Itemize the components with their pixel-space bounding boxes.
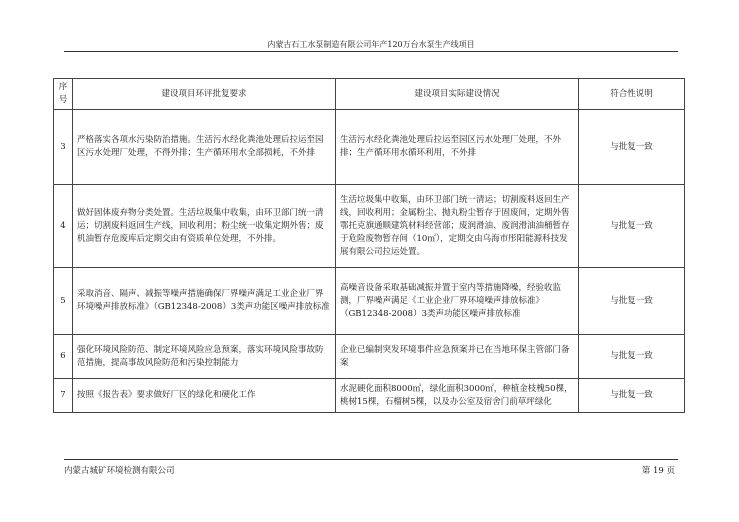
row-actual: 企业已编制突发环境事件应急预案并已在当地环保主管部门备案 [336, 335, 579, 379]
row-actual: 生活污水经化粪池处理后拉运至园区污水处理厂处理，不外排；生产循环用水循环利用，不外排 [336, 110, 579, 185]
row-requirement: 采取消音、隔声、减振等噪声措施确保厂界噪声满足工业企业厂界环境噪声排放标准》（GB12348-2008）3类声功能区噪声排放标准 [73, 268, 336, 335]
row-requirement: 做好固体废弃物分类处置。生活垃圾集中收集，由环卫部门统一清运；切割废料返回生产线，回收利用；粉尘统一收集定期外售；废机油暂存危废库后定期交由有资质单位处理，不外排。 [73, 185, 336, 268]
header-divider [64, 51, 678, 52]
table-row [54, 185, 685, 268]
row-compliance: 与批复一致 [579, 268, 685, 335]
header-title: 内蒙古石工水泵制造有限公司年产120万台水泵生产线项目 [267, 40, 475, 49]
table-row [54, 110, 685, 185]
table-row [54, 335, 685, 379]
row-compliance: 与批复一致 [579, 379, 685, 413]
row-compliance: 与批复一致 [579, 185, 685, 268]
row-actual: 水泥硬化面积8000㎡，绿化面积3000㎡，种植金枝槐50棵，桃树15棵，石榴树5棵，以及办公室及宿舍门前草坪绿化 [336, 379, 579, 413]
row-seq: 4 [54, 185, 73, 268]
header-requirement: 建设项目环评批复要求 [73, 79, 336, 110]
row-requirement: 按照《报告表》要求做好厂区的绿化和硬化工作 [73, 379, 336, 413]
row-compliance: 与批复一致 [579, 335, 685, 379]
header-seq: 序号 [54, 79, 73, 110]
row-requirement: 强化环境风险防范、制定环境风险应急预案，落实环境风险事故防范措施，提高事故风险防范和污染控制能力 [73, 335, 336, 379]
row-actual: 生活垃圾集中收集，由环卫部门统一清运；切割废料返回生产线，回收利用；金属粉尘、抛丸粉尘暂存于固废间，定期外售鄂托克旗通顺建筑材料经营部；废润滑油、废润滑油油桶暂存于危险废物暂存间（10㎡），定期交由乌海市彤阳能源科技发展有限公司拉运处置。 [336, 185, 579, 268]
row-seq: 5 [54, 268, 73, 335]
row-seq: 6 [54, 335, 73, 379]
footer-company: 内蒙古城矿环境检测有限公司 [64, 466, 175, 476]
row-requirement: 严格落实各项水污染防治措施。生活污水经化粪池处理后拉运至园区污水处理厂处理，不得外排；生产循环用水全部损耗，不外排 [73, 110, 336, 185]
row-compliance: 与批复一致 [579, 110, 685, 185]
table-header-row [54, 79, 685, 110]
row-seq: 3 [54, 110, 73, 185]
table-row [54, 379, 685, 413]
header-actual: 建设项目实际建设情况 [336, 79, 579, 110]
header-compliance: 符合性说明 [579, 79, 685, 110]
footer-divider [64, 459, 678, 460]
table-row [54, 268, 685, 335]
row-actual: 高噪音设备采取基础减振并置于室内等措施降噪，经验收监测，厂界噪声满足《工业企业厂界环境噪声排放标准》（GB12348-2008）3类声功能区噪声排放标准 [336, 268, 579, 335]
row-seq: 7 [54, 379, 73, 413]
compliance-table [53, 78, 685, 413]
footer-page-number: 第 19 页 [641, 466, 675, 476]
